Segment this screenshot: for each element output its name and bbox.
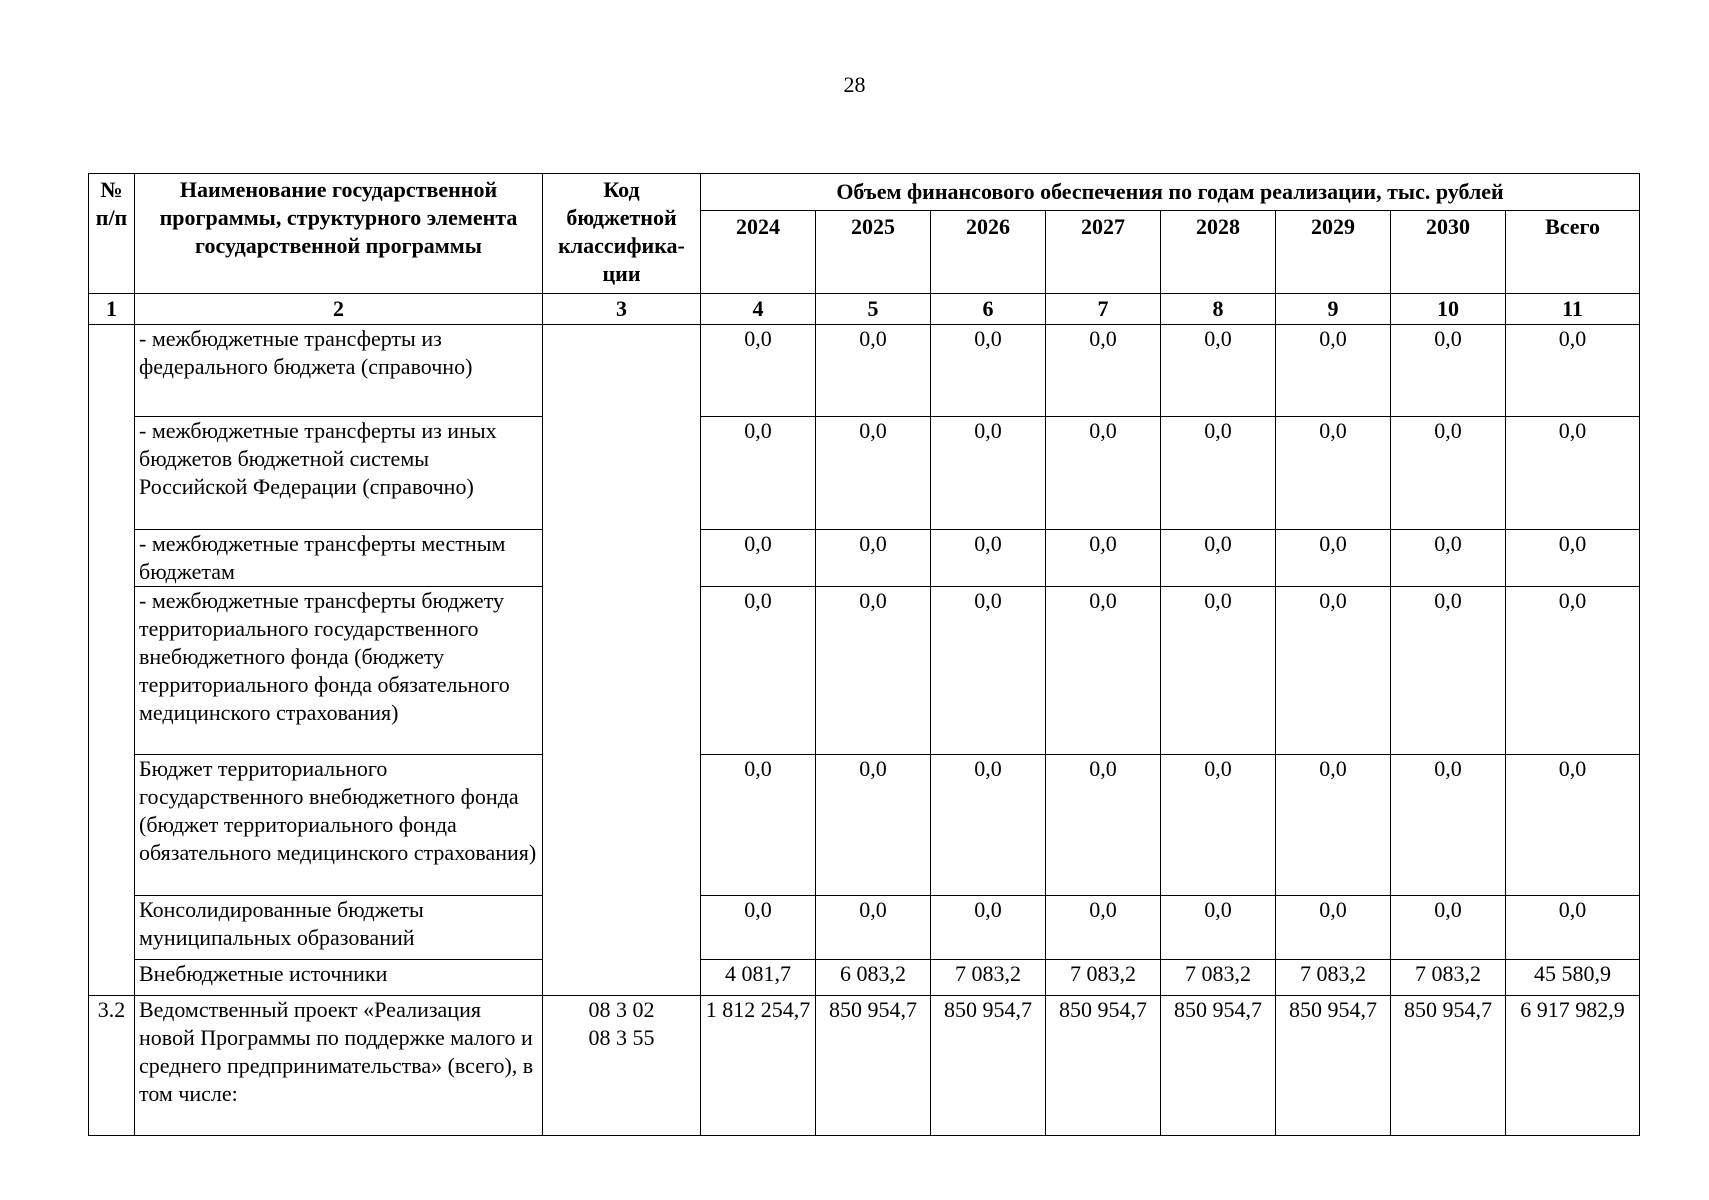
table-row	[89, 896, 1640, 960]
row-code-empty	[543, 325, 701, 996]
header-total: Всего	[1506, 211, 1640, 294]
table-row	[89, 417, 1640, 530]
row-value: 0,0	[1276, 530, 1391, 587]
table-row	[89, 960, 1640, 996]
row-value: 0,0	[701, 587, 816, 755]
row-value: 0,0	[931, 417, 1046, 530]
row-value: 1 812 254,7	[701, 996, 816, 1136]
row-value: 0,0	[816, 755, 931, 896]
column-number: 4	[701, 294, 816, 325]
row-value: 0,0	[1276, 755, 1391, 896]
row-name: - межбюджетные трансферты из иных бюджетов бюджетной системы Российской Федерации (справочно)	[135, 417, 543, 530]
row-name: Ведомственный проект «Реализация новой Программы по поддержке малого и среднего предпринимательства» (всего), в том числе:	[135, 996, 543, 1136]
row-number-empty	[89, 325, 135, 996]
row-value: 0,0	[701, 417, 816, 530]
row-value: 850 954,7	[1391, 996, 1506, 1136]
row-value: 0,0	[1046, 896, 1161, 960]
row-value: 0,0	[1161, 896, 1276, 960]
header-row	[89, 174, 1640, 211]
row-value: 0,0	[1161, 417, 1276, 530]
row-value: 7 083,2	[1276, 960, 1391, 996]
header-year: 2025	[816, 211, 931, 294]
row-value: 7 083,2	[1046, 960, 1161, 996]
row-value: 7 083,2	[931, 960, 1046, 996]
column-number: 11	[1506, 294, 1640, 325]
row-value: 0,0	[1391, 755, 1506, 896]
column-number: 8	[1161, 294, 1276, 325]
column-number: 10	[1391, 294, 1506, 325]
header-year: 2026	[931, 211, 1046, 294]
row-value: 0,0	[816, 417, 931, 530]
row-value: 0,0	[1161, 530, 1276, 587]
row-value: 0,0	[1276, 417, 1391, 530]
row-value: 850 954,7	[1276, 996, 1391, 1136]
row-value: 0,0	[1046, 755, 1161, 896]
row-name: Внебюджетные источники	[135, 960, 543, 996]
row-value: 0,0	[1046, 325, 1161, 417]
row-value: 0,0	[1161, 325, 1276, 417]
row-value: 0,0	[1506, 325, 1640, 417]
row-value: 0,0	[701, 755, 816, 896]
header-year: 2030	[1391, 211, 1506, 294]
row-value: 0,0	[1506, 587, 1640, 755]
row-value: 0,0	[1391, 896, 1506, 960]
page-number: 28	[843, 72, 866, 97]
row-value: 850 954,7	[816, 996, 931, 1136]
column-number: 1	[89, 294, 135, 325]
row-value: 0,0	[816, 325, 931, 417]
row-name: - межбюджетные трансферты местным бюджетам	[135, 530, 543, 587]
row-value: 0,0	[1046, 587, 1161, 755]
budget-code	[543, 996, 701, 1136]
budget-code-line: 08 3 02	[588, 997, 655, 1022]
header-code: Код бюджетной классифика-ции	[543, 174, 701, 294]
row-value: 0,0	[1506, 530, 1640, 587]
row-value: 0,0	[1161, 755, 1276, 896]
column-number: 7	[1046, 294, 1161, 325]
column-number: 3	[543, 294, 701, 325]
row-value: 0,0	[701, 325, 816, 417]
row-name: - межбюджетные трансферты из федерального бюджета (справочно)	[135, 325, 543, 417]
column-number: 9	[1276, 294, 1391, 325]
row-value: 0,0	[1276, 896, 1391, 960]
row-value: 850 954,7	[1161, 996, 1276, 1136]
table-row	[89, 755, 1640, 896]
row-value: 0,0	[701, 530, 816, 587]
row-value: 0,0	[1506, 896, 1640, 960]
row-name: - межбюджетные трансферты бюджету территориального государственного внебюджетного фонда (бюджету территориального фонда обязательного медицинского страхования)	[135, 587, 543, 755]
column-number: 2	[135, 294, 543, 325]
row-name: Консолидированные бюджеты муниципальных образований	[135, 896, 543, 960]
row-value: 0,0	[1276, 587, 1391, 755]
row-value: 0,0	[931, 755, 1046, 896]
table-row	[89, 587, 1640, 755]
row-value: 0,0	[931, 325, 1046, 417]
row-value: 0,0	[1046, 417, 1161, 530]
header-funding: Объем финансового обеспечения по годам реализации, тыс. рублей	[701, 174, 1640, 211]
table-row	[89, 325, 1640, 417]
header-year: 2028	[1161, 211, 1276, 294]
header-year: 2029	[1276, 211, 1391, 294]
column-number: 5	[816, 294, 931, 325]
row-value: 0,0	[1391, 417, 1506, 530]
row-value: 0,0	[1391, 587, 1506, 755]
row-value: 0,0	[1506, 417, 1640, 530]
row-value: 0,0	[1161, 587, 1276, 755]
column-numbers-row	[89, 294, 1640, 325]
row-value: 7 083,2	[1391, 960, 1506, 996]
row-value: 850 954,7	[931, 996, 1046, 1136]
row-value: 0,0	[1276, 325, 1391, 417]
row-value: 6 917 982,9	[1506, 996, 1640, 1136]
header-name: Наименование государственной программы, структурного элемента государственной программы	[135, 174, 543, 294]
header-year: 2024	[701, 211, 816, 294]
row-name: Бюджет территориального государственного внебюджетного фонда (бюджет территориального фонда обязательного медицинского страхования)	[135, 755, 543, 896]
row-value: 0,0	[931, 896, 1046, 960]
row-value: 850 954,7	[1046, 996, 1161, 1136]
column-number: 6	[931, 294, 1046, 325]
row-value: 0,0	[1391, 530, 1506, 587]
row-number: 3.2	[89, 996, 135, 1136]
row-value: 0,0	[931, 587, 1046, 755]
row-value: 0,0	[1391, 325, 1506, 417]
row-value: 4 081,7	[701, 960, 816, 996]
row-value: 0,0	[816, 530, 931, 587]
row-value: 0,0	[1046, 530, 1161, 587]
row-value: 7 083,2	[1161, 960, 1276, 996]
row-value: 0,0	[931, 530, 1046, 587]
row-value: 45 580,9	[1506, 960, 1640, 996]
row-value: 6 083,2	[816, 960, 931, 996]
header-year: 2027	[1046, 211, 1161, 294]
row-value: 0,0	[1506, 755, 1640, 896]
row-value: 0,0	[701, 896, 816, 960]
row-value: 0,0	[816, 587, 931, 755]
table-row	[89, 530, 1640, 587]
project-row	[89, 996, 1640, 1136]
row-value: 0,0	[816, 896, 931, 960]
budget-code-line: 08 3 55	[588, 1025, 655, 1050]
budget-table	[88, 173, 1640, 1136]
header-num: № п/п	[89, 174, 135, 294]
